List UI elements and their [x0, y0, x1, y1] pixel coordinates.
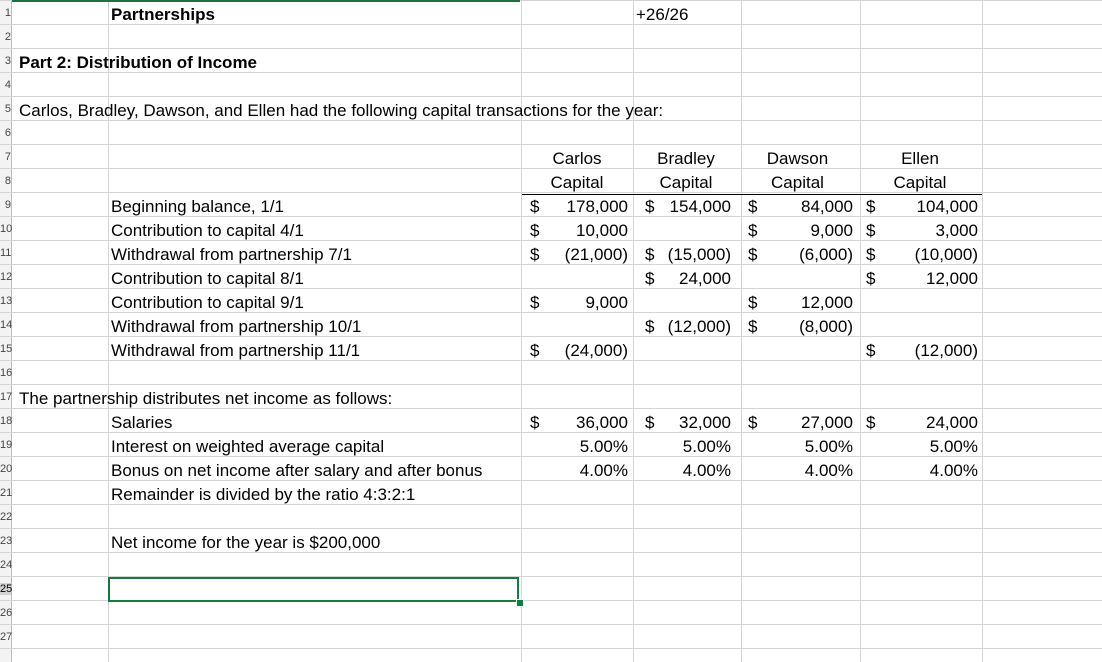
row-number[interactable]: 11	[0, 247, 12, 259]
carlos-dollar-sign: $	[530, 197, 540, 216]
ellen-value: 3,000	[935, 221, 978, 240]
distribution-heading: The partnership distributes net income as follows:	[19, 389, 393, 408]
column-gridline	[982, 0, 983, 662]
carlos-value: 178,000	[566, 197, 628, 216]
intro-text: Carlos, Bradley, Dawson, and Ellen had the following capital transactions for the year:	[19, 101, 664, 120]
header-dawson-capital: Capital	[771, 173, 824, 192]
row-number[interactable]: 13	[0, 295, 13, 307]
column-gridline	[633, 0, 634, 662]
bradley-value: 154,000	[669, 197, 731, 216]
ellen-dollar-sign: $	[866, 269, 876, 288]
row-number[interactable]: 6	[4, 127, 11, 139]
header-bradley: Bradley	[657, 149, 715, 168]
row-number[interactable]: 5	[4, 103, 11, 115]
column-gridline	[860, 0, 861, 662]
row-gridline	[0, 624, 1102, 625]
bradley-dollar-sign: $	[645, 197, 655, 216]
bradley-dollar-sign: $	[645, 245, 655, 264]
sheet-title: Partnerships	[111, 5, 215, 24]
row-number[interactable]: 2	[4, 31, 11, 43]
ellen-value: 24,000	[926, 413, 978, 432]
row-label: Contribution to capital 8/1	[111, 269, 304, 288]
row-number[interactable]: 18	[0, 415, 13, 427]
dawson-value: 27,000	[801, 413, 853, 432]
row-number[interactable]: 15	[0, 343, 13, 355]
bradley-value: 32,000	[679, 413, 731, 432]
row-number[interactable]: 1	[4, 7, 11, 19]
dawson-value: 4.00%	[804, 461, 853, 480]
header-underline	[522, 194, 982, 195]
row-number[interactable]: 9	[4, 199, 11, 211]
header-carlos: Carlos	[552, 149, 602, 168]
dawson-value: 12,000	[801, 293, 853, 312]
row-gridline	[0, 648, 1102, 649]
dawson-dollar-sign: $	[748, 197, 758, 216]
column-gridline	[108, 0, 109, 662]
row-number[interactable]: 26	[0, 607, 13, 619]
row-number[interactable]: 27	[0, 631, 13, 643]
bradley-dollar-sign: $	[645, 269, 655, 288]
row-number[interactable]: 14	[0, 319, 13, 331]
row-number[interactable]: 8	[4, 175, 11, 187]
row-number[interactable]: 17	[0, 391, 13, 403]
row-number[interactable]: 19	[0, 439, 13, 451]
carlos-value: 10,000	[576, 221, 628, 240]
row-number[interactable]: 25	[0, 583, 13, 595]
bradley-dollar-sign: $	[645, 317, 655, 336]
row-number[interactable]: 23	[0, 535, 13, 547]
ellen-dollar-sign: $	[866, 221, 876, 240]
dawson-value: 9,000	[810, 221, 853, 240]
selected-cell[interactable]	[108, 577, 519, 602]
row-gridline	[0, 48, 1102, 49]
ellen-dollar-sign: $	[866, 245, 876, 264]
net-income-text: Net income for the year is $200,000	[111, 533, 381, 552]
ellen-dollar-sign: $	[866, 413, 876, 432]
row-number[interactable]: 7	[4, 151, 11, 163]
row-label: Remainder is divided by the ratio 4:3:2:1	[111, 485, 416, 504]
ellen-dollar-sign: $	[866, 341, 876, 360]
dawson-value: 84,000	[801, 197, 853, 216]
dawson-value: 5.00%	[804, 437, 853, 456]
active-column-highlight	[12, 0, 520, 2]
carlos-value: (21,000)	[564, 245, 628, 264]
ellen-dollar-sign: $	[866, 197, 876, 216]
dawson-dollar-sign: $	[748, 221, 758, 240]
ellen-value: 5.00%	[929, 437, 978, 456]
carlos-dollar-sign: $	[530, 413, 540, 432]
carlos-value: 4.00%	[579, 461, 628, 480]
dawson-dollar-sign: $	[748, 413, 758, 432]
carlos-value: 9,000	[585, 293, 628, 312]
row-label: Withdrawal from partnership 7/1	[111, 245, 352, 264]
row-number[interactable]: 12	[0, 271, 13, 283]
header-bradley-capital: Capital	[659, 173, 713, 192]
row-label: Interest on weighted average capital	[111, 437, 385, 456]
bradley-value: (12,000)	[667, 317, 731, 336]
ellen-value: (12,000)	[914, 341, 978, 360]
row-number[interactable]: 10	[0, 223, 13, 235]
row-gridline	[0, 384, 1102, 385]
score-label: +26/26	[636, 5, 689, 24]
carlos-value: 5.00%	[579, 437, 628, 456]
column-gridline	[521, 0, 522, 662]
part-heading: Part 2: Distribution of Income	[19, 53, 258, 72]
dawson-value: (8,000)	[799, 317, 853, 336]
row-number[interactable]: 24	[0, 559, 13, 571]
row-number[interactable]: 3	[4, 55, 11, 67]
row-label: Contribution to capital 9/1	[111, 293, 304, 312]
row-number[interactable]: 16	[0, 367, 13, 379]
ellen-value: 4.00%	[929, 461, 978, 480]
row-number[interactable]: 20	[0, 463, 13, 475]
carlos-dollar-sign: $	[530, 221, 540, 240]
row-gridline	[0, 96, 1102, 97]
carlos-dollar-sign: $	[530, 293, 540, 312]
carlos-dollar-sign: $	[530, 245, 540, 264]
row-number[interactable]: 22	[0, 511, 13, 523]
ellen-value: 104,000	[916, 197, 978, 216]
row-number[interactable]: 21	[0, 487, 13, 499]
bradley-value: 24,000	[679, 269, 731, 288]
header-dawson: Dawson	[766, 149, 829, 168]
header-ellen: Ellen	[901, 149, 939, 168]
ellen-value: (10,000)	[914, 245, 978, 264]
row-number[interactable]: 4	[4, 79, 11, 91]
carlos-value: 36,000	[576, 413, 628, 432]
row-label: Beginning balance, 1/1	[111, 197, 284, 216]
row-gridline	[0, 144, 1102, 145]
row-label: Withdrawal from partnership 10/1	[111, 317, 362, 336]
dawson-dollar-sign: $	[748, 293, 758, 312]
bradley-value: 5.00%	[682, 437, 731, 456]
row-label: Bonus on net income after salary and after bonus	[111, 461, 483, 480]
bradley-value: 4.00%	[682, 461, 731, 480]
column-gridline	[741, 0, 742, 662]
carlos-value: (24,000)	[564, 341, 628, 360]
carlos-dollar-sign: $	[530, 341, 540, 360]
bradley-dollar-sign: $	[645, 413, 655, 432]
fill-handle[interactable]	[516, 599, 524, 607]
row-label: Withdrawal from partnership 11/1	[111, 341, 361, 360]
header-ellen-capital: Capital	[893, 173, 947, 192]
dawson-value: (6,000)	[799, 245, 853, 264]
header-carlos-capital: Capital	[550, 173, 604, 192]
bradley-value: (15,000)	[667, 245, 731, 264]
ellen-value: 12,000	[926, 269, 978, 288]
dawson-dollar-sign: $	[748, 317, 758, 336]
row-label: Contribution to capital 4/1	[111, 221, 304, 240]
dawson-dollar-sign: $	[748, 245, 758, 264]
row-gridline	[0, 528, 1102, 529]
row-label: Salaries	[111, 413, 173, 432]
